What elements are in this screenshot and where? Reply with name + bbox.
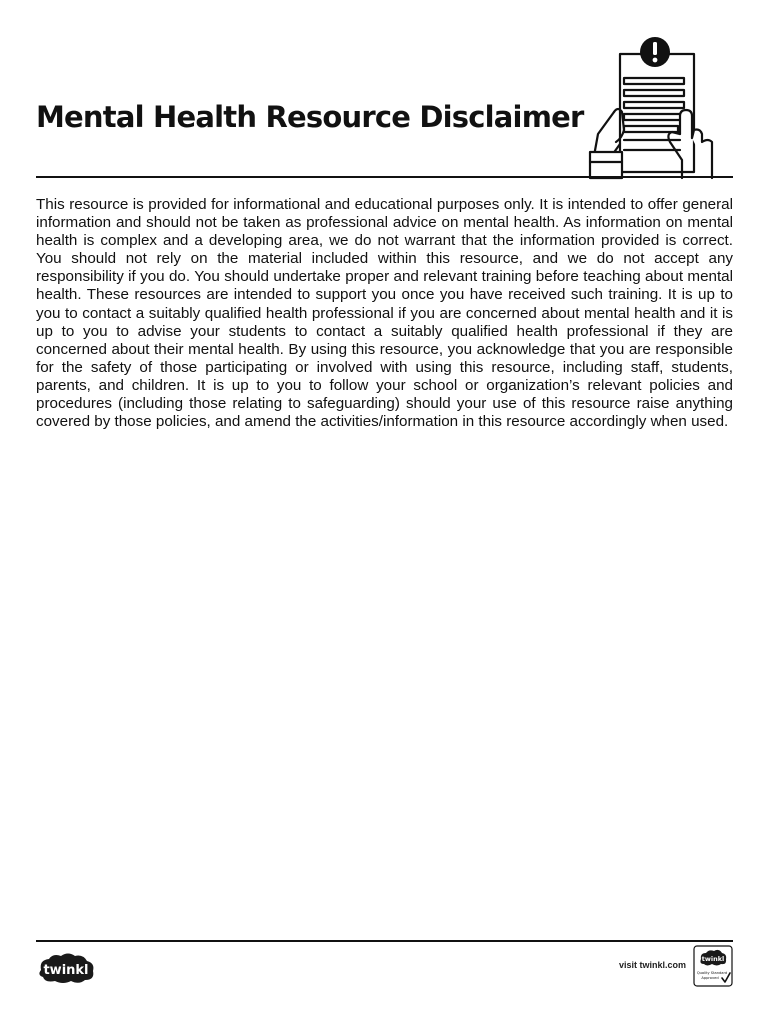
badge-line1: Quality Standard — [696, 971, 728, 975]
page-title: Mental Health Resource Disclaimer — [36, 100, 584, 134]
disclaimer-paragraph: This resource is provided for informational and educational purposes only. It is intended to offer general information and should not be taken as professional advice on mental health. As information on mental health is complex and a developing area, we do not warrant that the information provided is correct. You should not rely on the material included within this resource, and we do not accept any responsibility if you do. You should undertake proper and relevant training before teaching about mental health. These resources are intended to support you once you have received such training. It is up to you to contact a suitably qualified health professional if you are concerned about mental health and it is up to you to advise your students to contact a suitably qualified health professional if they are concerned about their mental health. By using this resource, you acknowledge that you are responsible for the safety of those participating or involved with using this resource, including staff, students, parents, and children. It is up to you to follow your school or organization’s relevant policies and procedures (including those relating to safeguarding) should your use of this resource raise anything covered by those policies, and amend the activities/information in this resource accordingly when used. — [36, 196, 733, 431]
badge-line2: Approved — [701, 976, 719, 980]
clipboard-warning-icon — [584, 34, 734, 180]
twinkl-logo[interactable] — [35, 950, 97, 986]
badge-brand: twinkl — [701, 955, 725, 963]
logo-text: twinkl — [43, 963, 89, 978]
quality-standard-badge — [693, 945, 733, 987]
visit-twinkl-link[interactable]: visit twinkl.com — [618, 960, 686, 970]
footer-divider — [36, 940, 733, 942]
header-divider — [36, 176, 733, 178]
